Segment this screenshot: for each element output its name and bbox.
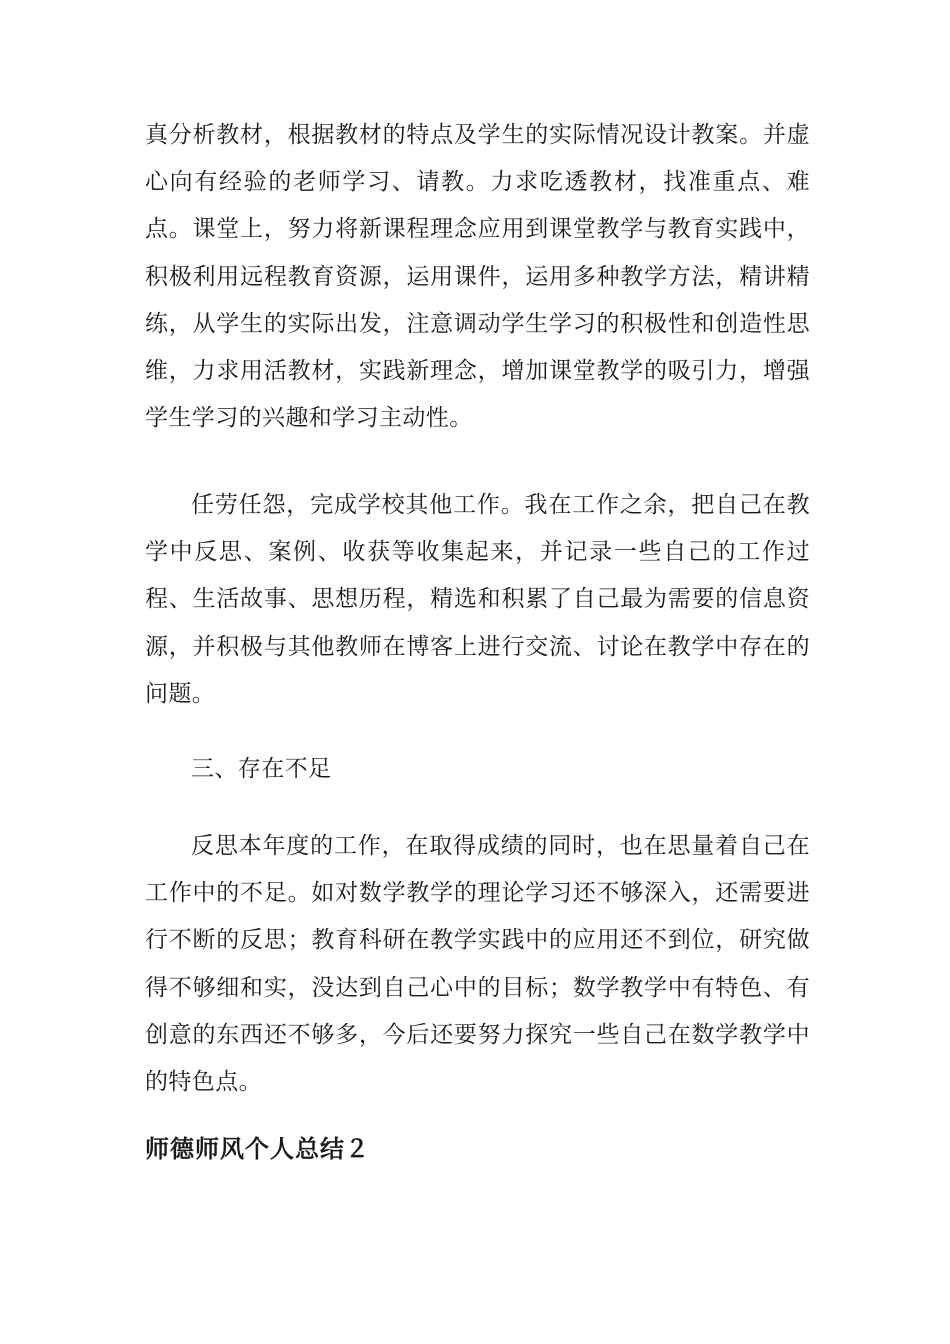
paragraph-other-work: 任劳任怨，完成学校其他工作。我在工作之余，把自己在教学中反思、案例、收获等收集起来，并记录一些自己的工作过程、生活故事、思想历程，精选和积累了自己最为需要的信息资源，并积极与其他教师在博客上进行交流、讨论在教学中存在的问题。: [145, 492, 810, 707]
document-heading: 师德师风个人总结２: [145, 1135, 370, 1163]
paragraph-teaching-methods: 真分析教材，根据教材的特点及学生的实际情况设计教案。并虚心向有经验的老师学习、请教。力求吃透教材，找准重点、难点。课堂上，努力将新课程理念应用到课堂教学与教育实践中，积极利用远程教育资源，运用课件，运用多种教学方法，精讲精练，从学生的实际出发，注意调动学生学习的积极性和创造性思维，力求用活教材，实践新理念，增加课堂教学的吸引力，增强学生学习的兴趣和学习主动性。: [145, 122, 810, 432]
section-heading-shortcomings: 三、存在不足: [191, 756, 332, 782]
paragraph-reflection: 反思本年度的工作，在取得成绩的同时，也在思量着自己在工作中的不足。如对数学教学的理论学习还不够深入，还需要进行不断的反思；教育科研在教学实践中的应用还不到位，研究做得不够细和实，没达到自己心中的目标；数学教学中有特色、有创意的东西还不够多，今后还要努力探究一些自己在数学教学中的特色点。: [145, 833, 810, 1096]
